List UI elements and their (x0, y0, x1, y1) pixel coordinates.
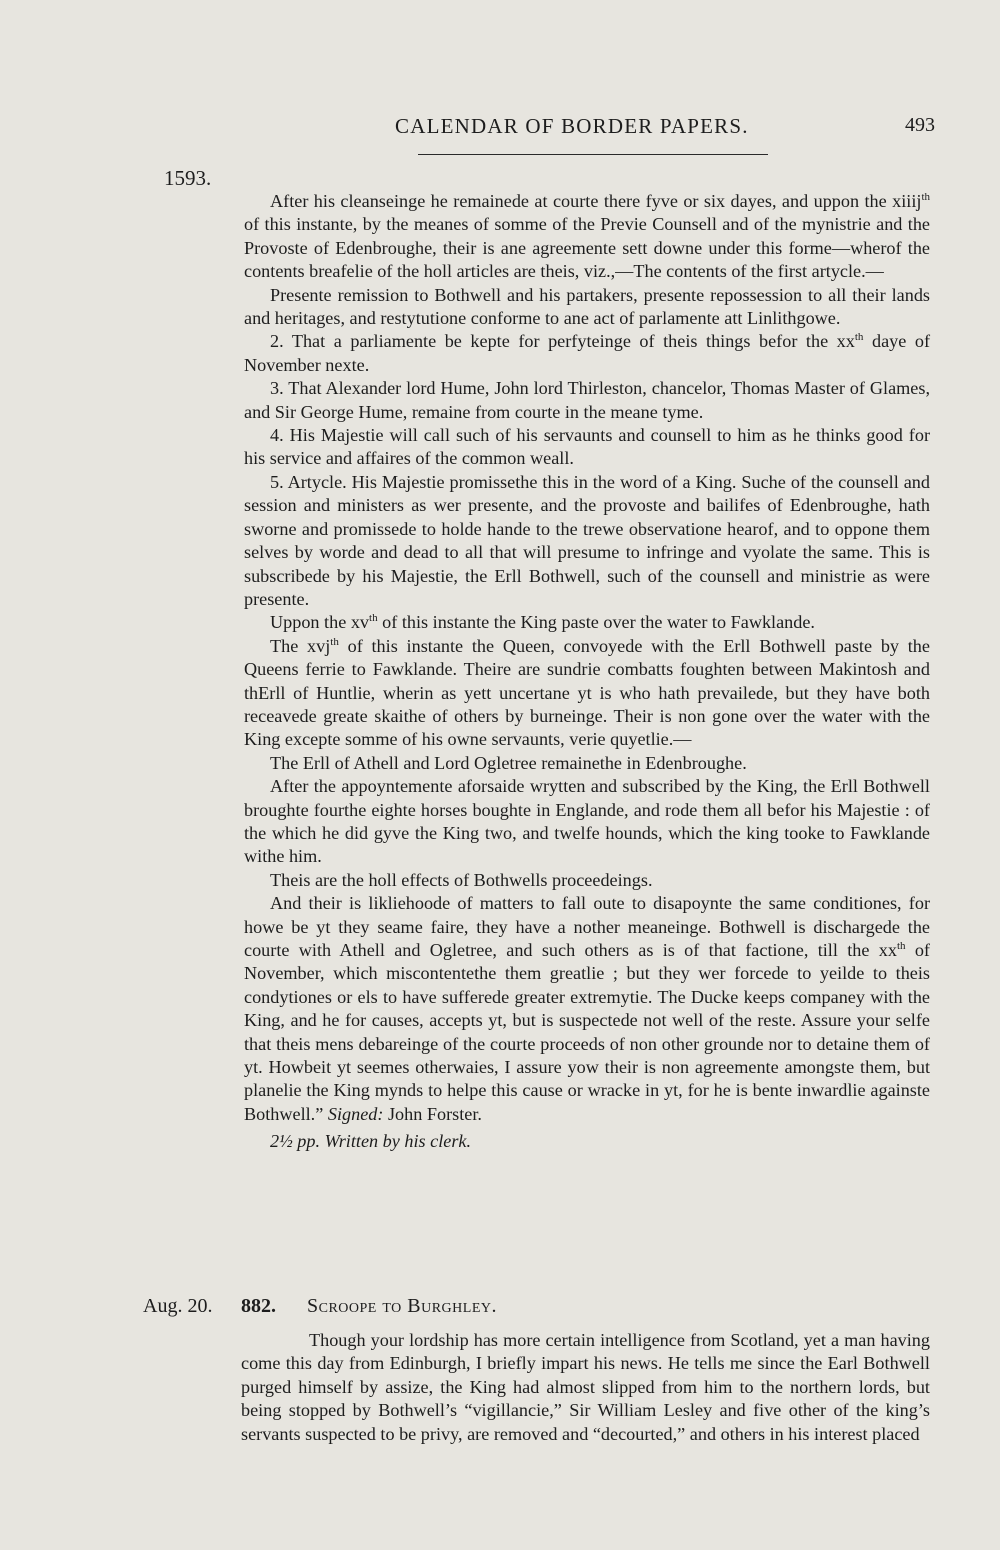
header-rule (418, 154, 768, 155)
paragraph: The xvj$^{th}$ of this instante the Queen, convoyede with the Erll Bothwell paste by the Queens ferrie to Fawklande. Theire are sundrie combatts foughten between Makintosh and thErll of Huntlie, wherin as yett uncertane yt is who hath prevailede, but they have both receavede greate skaithe of others by burneinge. Their is non gone over the water with the King excepte somme of his owne servaunts, verie quyetlie.— (244, 635, 930, 750)
entry-text (241, 1329, 930, 1446)
paragraph: 3. That Alexander lord Hume, John lord Thirleston, chancelor, Thomas Master of Glames, and Sir George Hume, remaine from courte in the meane tyme. (244, 378, 930, 422)
entry-title: Scroope to Burghley. (307, 1295, 497, 1317)
signed-label: Signed: (327, 1103, 384, 1124)
entry-number: 882. (241, 1295, 276, 1317)
paragraph: Uppon the $xv^{th}$ of this instante the King paste over the water to Fawklande. (270, 612, 815, 633)
paragraph: 4. His Majestie will call such of his servaunts and counsell to him as he thinks good for his service and affaires of the common weall. (244, 425, 930, 469)
paragraph: 2. That a parliamente be kepte for perfyteinge of theis things befor the $xx^{th}$ daye of November nexte. (244, 331, 930, 375)
margin-year: 1593. (164, 166, 212, 190)
running-title: CALENDAR OF BORDER PAPERS. (395, 114, 749, 138)
signatory: John Forster. (387, 1103, 482, 1124)
paragraph: After the appoyntemente aforsaide wrytten and subscribed by the King, the Erll Bothwell broughte fourthe eighte horses boughte in Englande, and rode them all befor his Majestie : of the which he did gyve the King two, and twelfe hounds, which the king tooke to Fawklande withe him. (244, 776, 930, 867)
paragraph: Presente remission to Bothwell and his partakers, presente repossession to all their lands and heritages, and restytutione conforme to ane act of parlamente att Linlithgowe. (244, 284, 930, 329)
paragraph: Theis are the holl effects of Bothwells proceedeings. (270, 869, 653, 890)
entry-date: Aug. 20. (143, 1295, 213, 1317)
paragraph: The Erll of Athell and Lord Ogletree remainethe in Edenbroughe. (270, 752, 747, 773)
clerk-note: 2½ pp. Written by his clerk. (270, 1131, 472, 1152)
paragraph: Though your lordship has more certain intelligence from Scotland, yet a man having come this day from Edinburgh, I briefly impart his news. He tells me since the Earl Bothwell purged himself by assize, the King had almost slipped from him to the northern lords, but being stopped by Bothwell’s “vigillancie,” Sir William Lesley and five other of the king’s servants suspected to be privy, are removed and “decourted,” and others in his interest placed (241, 1330, 930, 1444)
page-number: 493 (905, 114, 935, 136)
paragraph: And their is likliehoode of matters to fall oute to disapoynte the same conditiones, for howe be yt they seame faire, they have a nother meaneinge. Bothwell is dischargede the courte with Athell and Ogletree, and such others as is of that factione, till the $xx^{th}$ of November, which miscontentethe them greatlie ; but they wer forcede to yeilde to theis condytiones or els to have sufferede greater extremytie. The Ducke keeps companey with the King, and he for causes, accepts yt, but is suspectede not well of the reste. Assure your selfe that theis mens debareinge of the courte proceeds of non other grounde nor to detaine them of yt. Howbeit yt seemes otherwaies, I assure yow their is non agreemente amongste them, but planelie the King mynds to helpe this cause or wracke in yt, for he is bente inwardlie againste Bothwell.” Signed: John Forster. (244, 893, 930, 1124)
paragraph: 5. Artycle. His Majestie promissethe this in the word of a King. Suche of the counsell and session and ministers as wer presente, and the provoste and bailifes of Edenbroughe, hath sworne and promissede to holde hande to the trewe observatione hearof, and to oppone them selves by worde and dead to all that will presume to infringe and vyolate the same. This is subscribede by his Majestie, the Erll Bothwell, such of the counsell and ministrie as were presente. (244, 471, 930, 609)
page-header (395, 114, 935, 144)
paragraph: After his cleanseinge he remainede at courte there fyve or six dayes, and uppon the xiiij$^{th}$ of this instante, by the meanes of somme of the Previe Counsell and of the mynistrie and the Provoste of Edenbroughe, their is ane agreemente sett downe under this forme—wherof the contents breafelie of the holl articles are theis, viz.,—The contents of the first artycle.— (244, 190, 930, 282)
letter-body (244, 190, 930, 1154)
